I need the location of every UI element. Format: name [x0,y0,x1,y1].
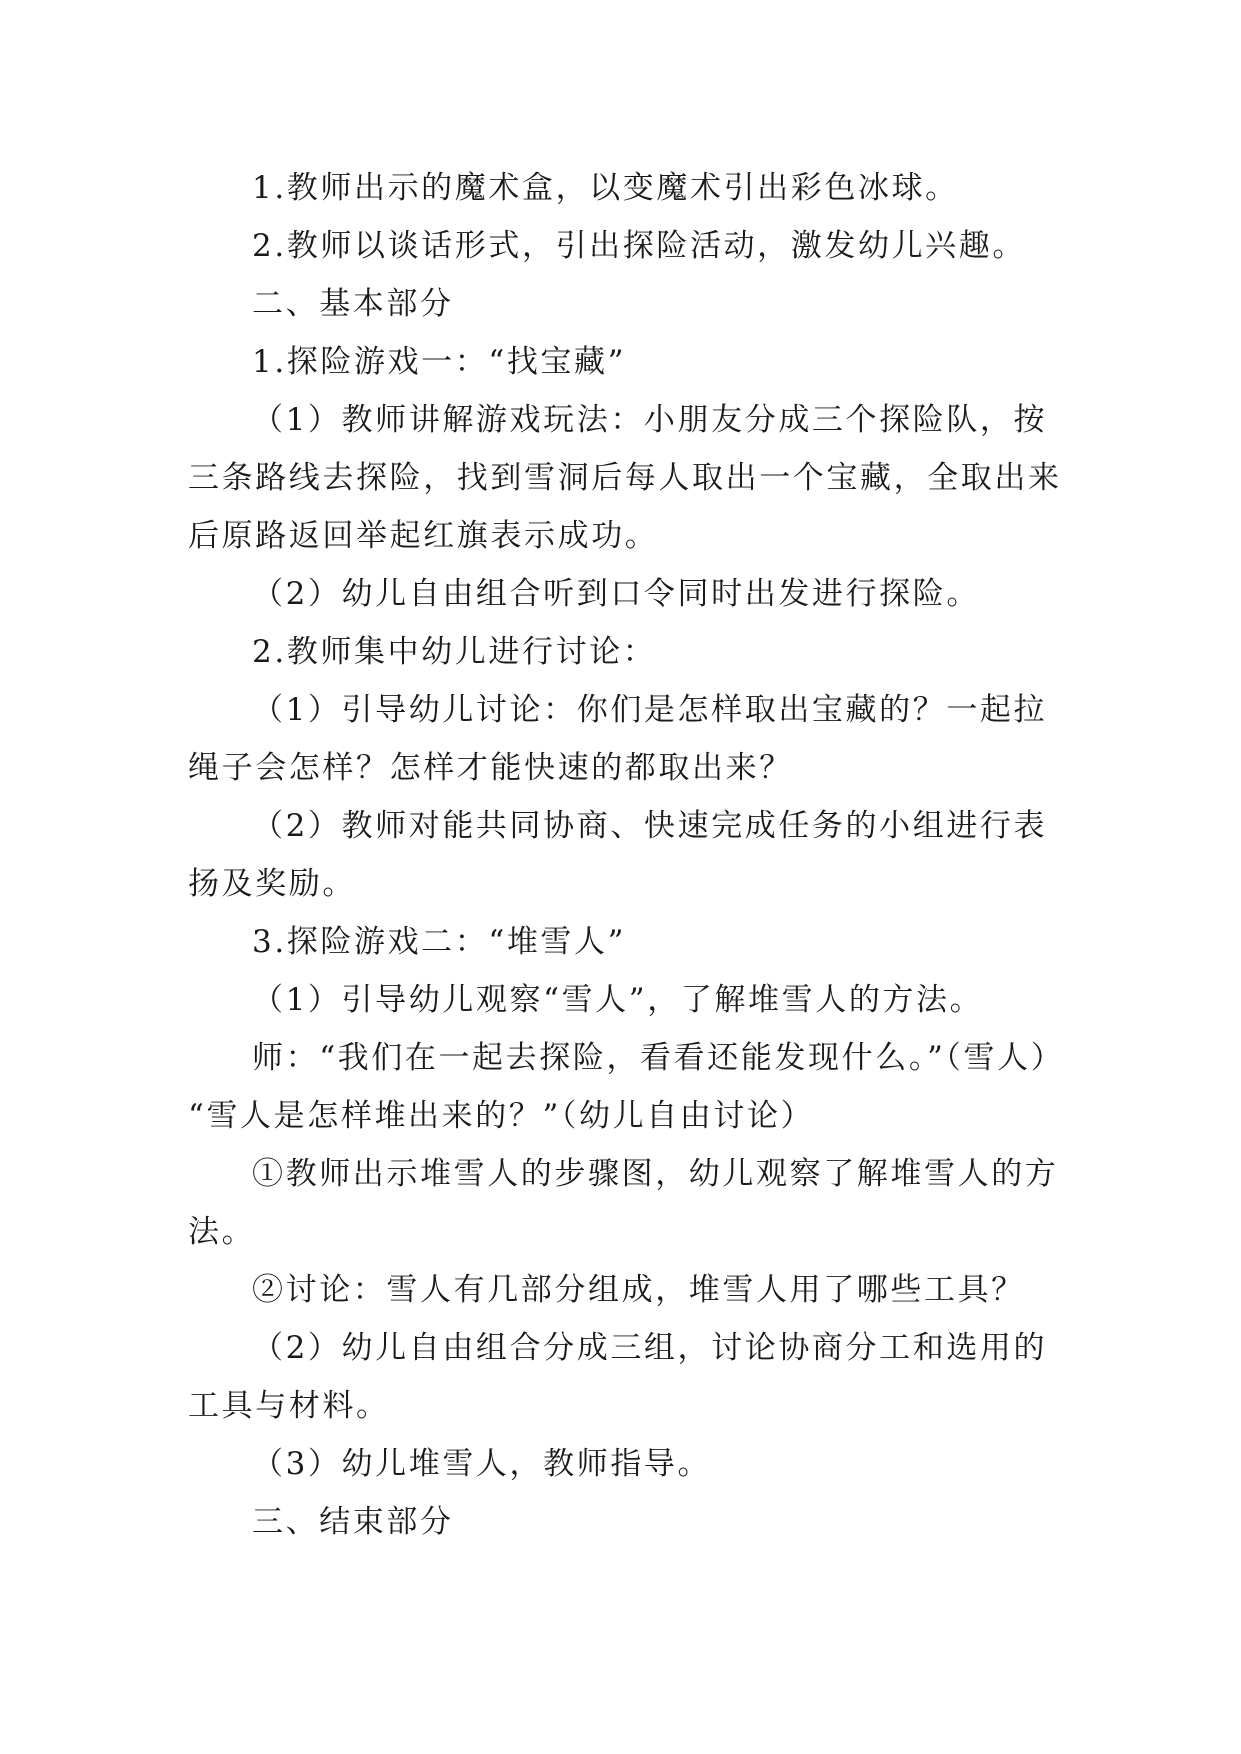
paragraph-line: 后原路返回举起红旗表示成功。 [188,518,659,554]
paragraph-line: 2.教师集中幼儿进行讨论： [252,634,657,670]
paragraph-line: 工具与材料。 [188,1388,390,1424]
paragraph-line: 1.探险游戏一：“找宝藏” [252,344,627,380]
paragraph-line: “雪人是怎样堆出来的？”（幼儿自由讨论） [188,1098,815,1134]
paragraph-line: （2）幼儿自由组合听到口令同时出发进行探险。 [252,576,980,612]
paragraph-line: （1）引导幼儿讨论：你们是怎样取出宝藏的？一起拉 [252,692,1048,728]
section-heading: 三、结束部分 [252,1504,454,1540]
paragraph-line: （1）引导幼儿观察“雪人”，了解堆雪人的方法。 [252,982,984,1018]
paragraph-line: ①教师出示堆雪人的步骤图，幼儿观察了解堆雪人的方 [252,1156,1059,1192]
paragraph-line: 扬及奖励。 [188,866,356,902]
paragraph-line: 2.教师以谈话形式，引出探险活动，激发幼儿兴趣。 [252,228,1026,264]
paragraph-line: 3.探险游戏二：“堆雪人” [252,924,627,960]
paragraph-line: 三条路线去探险，找到雪洞后每人取出一个宝藏，全取出来 [188,460,1062,496]
paragraph-line: （1）教师讲解游戏玩法：小朋友分成三个探险队，按 [252,402,1048,438]
paragraph-line: ②讨论：雪人有几部分组成，堆雪人用了哪些工具？ [252,1272,1025,1308]
paragraph-line: （3）幼儿堆雪人，教师指导。 [252,1446,712,1482]
section-heading: 二、基本部分 [252,286,454,322]
paragraph-line: 1.教师出示的魔术盒，以变魔术引出彩色冰球。 [252,170,959,206]
paragraph-line: （2）教师对能共同协商、快速完成任务的小组进行表 [252,808,1048,844]
paragraph-line: 绳子会怎样？怎样才能快速的都取出来？ [188,750,793,786]
paragraph-line: 师：“我们在一起去探险，看看还能发现什么。”（雪人） [252,1040,1065,1076]
paragraph-line: （2）幼儿自由组合分成三组，讨论协商分工和选用的 [252,1330,1048,1366]
paragraph-line: 法。 [188,1214,256,1250]
